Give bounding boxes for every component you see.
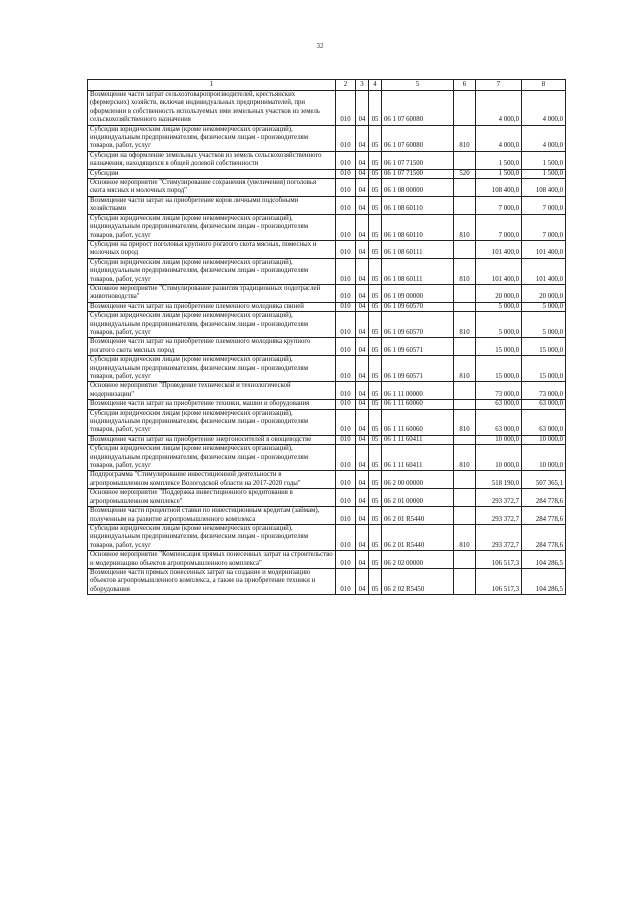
amount-year-2-cell: 15 000,0 bbox=[522, 356, 566, 382]
subsection-code-cell: 05 bbox=[369, 568, 382, 594]
amount-year-1-cell: 10 000,0 bbox=[476, 445, 522, 471]
ministry-code-cell: 010 bbox=[336, 356, 356, 382]
amount-year-2-cell: 284 778,6 bbox=[522, 507, 566, 525]
amount-year-2-cell: 1 500,0 bbox=[522, 169, 566, 178]
expense-type-cell bbox=[454, 196, 476, 214]
table-row bbox=[88, 551, 566, 569]
section-code-cell: 04 bbox=[356, 489, 369, 507]
column-header: 7 bbox=[476, 80, 522, 91]
subsection-code-cell: 05 bbox=[369, 338, 382, 356]
column-header: 6 bbox=[454, 80, 476, 91]
section-code-cell: 04 bbox=[356, 302, 369, 311]
section-code-cell: 04 bbox=[356, 196, 369, 214]
section-code-cell: 04 bbox=[356, 507, 369, 525]
amount-year-2-cell: 4 000,0 bbox=[522, 91, 566, 126]
section-code-cell: 04 bbox=[356, 435, 369, 444]
ministry-code-cell: 010 bbox=[336, 169, 356, 178]
table-row bbox=[88, 524, 566, 550]
column-header: 5 bbox=[382, 80, 454, 91]
section-code-cell: 04 bbox=[356, 445, 369, 471]
amount-year-2-cell: 7 000,0 bbox=[522, 196, 566, 214]
target-article-cell: 06 1 08 60110 bbox=[382, 196, 454, 214]
section-code-cell: 04 bbox=[356, 169, 369, 178]
subsection-code-cell: 05 bbox=[369, 179, 382, 197]
amount-year-1-cell: 73 000,0 bbox=[476, 382, 522, 400]
target-article-cell: 06 1 11 00000 bbox=[382, 382, 454, 400]
row-name-cell: Субсидии юридическим лицам (кроме некоммерческих организаций), индивидуальным предпринимателям, физическим лицам - производителям товаров, работ, услуг bbox=[88, 258, 336, 284]
target-article-cell: 06 1 09 60570 bbox=[382, 312, 454, 338]
subsection-code-cell: 05 bbox=[369, 125, 382, 151]
expense-type-cell: 810 bbox=[454, 125, 476, 151]
expense-type-cell: 520 bbox=[454, 169, 476, 178]
expense-type-cell bbox=[454, 240, 476, 258]
section-code-cell: 04 bbox=[356, 91, 369, 126]
amount-year-2-cell: 104 286,5 bbox=[522, 551, 566, 569]
expense-type-cell bbox=[454, 400, 476, 409]
subsection-code-cell: 05 bbox=[369, 551, 382, 569]
section-code-cell: 04 bbox=[356, 356, 369, 382]
amount-year-2-cell: 20 000,0 bbox=[522, 284, 566, 302]
row-name-cell: Возмещение части затрат на приобретение племенного молодняка крупного рогатого скота мясных пород bbox=[88, 338, 336, 356]
table-row bbox=[88, 91, 566, 126]
table-row bbox=[88, 284, 566, 302]
section-code-cell: 04 bbox=[356, 338, 369, 356]
amount-year-1-cell: 4 000,0 bbox=[476, 91, 522, 126]
table-row bbox=[88, 214, 566, 240]
table-row bbox=[88, 151, 566, 169]
table-row bbox=[88, 196, 566, 214]
expense-type-cell: 810 bbox=[454, 409, 476, 435]
expense-type-cell: 810 bbox=[454, 524, 476, 550]
expense-type-cell bbox=[454, 489, 476, 507]
amount-year-1-cell: 293 372,7 bbox=[476, 489, 522, 507]
amount-year-2-cell: 108 400,0 bbox=[522, 179, 566, 197]
target-article-cell: 06 2 01 R5440 bbox=[382, 524, 454, 550]
target-article-cell: 06 2 00 00000 bbox=[382, 471, 454, 489]
ministry-code-cell: 010 bbox=[336, 179, 356, 197]
target-article-cell: 06 1 08 60111 bbox=[382, 258, 454, 284]
expense-type-cell: 810 bbox=[454, 356, 476, 382]
table-row bbox=[88, 302, 566, 311]
amount-year-2-cell: 15 000,0 bbox=[522, 338, 566, 356]
target-article-cell: 06 1 07 60080 bbox=[382, 125, 454, 151]
row-name-cell: Возмещение части прямых понесенных затрат на создание и модернизацию объектов агропромышленного комплекса, а также на приобретение техники и оборудования bbox=[88, 568, 336, 594]
target-article-cell: 06 1 11 60411 bbox=[382, 445, 454, 471]
table-row bbox=[88, 312, 566, 338]
section-code-cell: 04 bbox=[356, 258, 369, 284]
subsection-code-cell: 05 bbox=[369, 445, 382, 471]
ministry-code-cell: 010 bbox=[336, 91, 356, 126]
row-name-cell: Основное мероприятие "Компенсация прямых понесенных затрат на строительство и модернизацию объектов агропромышленного комплекса" bbox=[88, 551, 336, 569]
amount-year-1-cell: 518 190,0 bbox=[476, 471, 522, 489]
subsection-code-cell: 05 bbox=[369, 435, 382, 444]
subsection-code-cell: 05 bbox=[369, 284, 382, 302]
amount-year-2-cell: 63 000,0 bbox=[522, 400, 566, 409]
table-row bbox=[88, 435, 566, 444]
target-article-cell: 06 1 09 00000 bbox=[382, 284, 454, 302]
subsection-code-cell: 05 bbox=[369, 312, 382, 338]
expense-type-cell bbox=[454, 551, 476, 569]
amount-year-1-cell: 15 000,0 bbox=[476, 356, 522, 382]
target-article-cell: 06 2 01 00000 bbox=[382, 489, 454, 507]
target-article-cell: 06 1 08 60111 bbox=[382, 240, 454, 258]
amount-year-2-cell: 5 000,0 bbox=[522, 302, 566, 311]
column-header: 2 bbox=[336, 80, 356, 91]
amount-year-1-cell: 106 517,3 bbox=[476, 568, 522, 594]
amount-year-2-cell: 101 400,0 bbox=[522, 240, 566, 258]
section-code-cell: 04 bbox=[356, 151, 369, 169]
target-article-cell: 06 1 09 60571 bbox=[382, 338, 454, 356]
amount-year-1-cell: 108 400,0 bbox=[476, 179, 522, 197]
row-name-cell: Субсидии юридическим лицам (кроме некоммерческих организаций), индивидуальным предпринимателям, физическим лицам - производителям товаров, работ, услуг bbox=[88, 409, 336, 435]
budget-table bbox=[87, 79, 566, 595]
subsection-code-cell: 05 bbox=[369, 151, 382, 169]
ministry-code-cell: 010 bbox=[336, 507, 356, 525]
row-name-cell: Возмещение части затрат на приобретение племенного молодняка свиней bbox=[88, 302, 336, 311]
target-article-cell: 06 1 08 60110 bbox=[382, 214, 454, 240]
row-name-cell: Подпрограмма "Стимулирование инвестиционной деятельности в агропромышленном комплексе Вологодской области на 2017-2020 годы" bbox=[88, 471, 336, 489]
expense-type-cell bbox=[454, 382, 476, 400]
expense-type-cell: 810 bbox=[454, 445, 476, 471]
subsection-code-cell: 05 bbox=[369, 169, 382, 178]
ministry-code-cell: 010 bbox=[336, 524, 356, 550]
expense-type-cell bbox=[454, 568, 476, 594]
section-code-cell: 04 bbox=[356, 568, 369, 594]
ministry-code-cell: 010 bbox=[336, 151, 356, 169]
target-article-cell: 06 2 02 00000 bbox=[382, 551, 454, 569]
section-code-cell: 04 bbox=[356, 312, 369, 338]
amount-year-1-cell: 106 517,3 bbox=[476, 551, 522, 569]
target-article-cell: 06 1 11 60060 bbox=[382, 400, 454, 409]
row-name-cell: Основное мероприятие "Поддержка инвестиционного кредитования в агропромышленном комплексе" bbox=[88, 489, 336, 507]
row-name-cell: Субсидии на оформление земельных участков из земель сельскохозяйственного назначения, находящихся в общей долевой собственности bbox=[88, 151, 336, 169]
amount-year-1-cell: 5 000,0 bbox=[476, 302, 522, 311]
row-name-cell: Возмещение части процентной ставки по инвестиционным кредитам (займам), полученным на развитие агропромышленного комплекса bbox=[88, 507, 336, 525]
ministry-code-cell: 010 bbox=[336, 338, 356, 356]
amount-year-2-cell: 5 000,0 bbox=[522, 312, 566, 338]
target-article-cell: 06 1 11 60411 bbox=[382, 435, 454, 444]
ministry-code-cell: 010 bbox=[336, 471, 356, 489]
target-article-cell: 06 1 07 60080 bbox=[382, 91, 454, 126]
section-code-cell: 04 bbox=[356, 471, 369, 489]
ministry-code-cell: 010 bbox=[336, 258, 356, 284]
amount-year-2-cell: 507 365,1 bbox=[522, 471, 566, 489]
section-code-cell: 04 bbox=[356, 284, 369, 302]
amount-year-2-cell: 101 400,0 bbox=[522, 258, 566, 284]
expense-type-cell: 810 bbox=[454, 258, 476, 284]
row-name-cell: Субсидии юридическим лицам (кроме некоммерческих организаций), индивидуальным предпринимателям, физическим лицам - производителям товаров, работ, услуг bbox=[88, 356, 336, 382]
table-row bbox=[88, 489, 566, 507]
ministry-code-cell: 010 bbox=[336, 284, 356, 302]
section-code-cell: 04 bbox=[356, 382, 369, 400]
subsection-code-cell: 05 bbox=[369, 240, 382, 258]
table-row bbox=[88, 258, 566, 284]
subsection-code-cell: 05 bbox=[369, 524, 382, 550]
table-row bbox=[88, 409, 566, 435]
ministry-code-cell: 010 bbox=[336, 312, 356, 338]
row-name-cell: Основное мероприятие "Стимулирование развития традиционных подотраслей животноводства" bbox=[88, 284, 336, 302]
expense-type-cell bbox=[454, 302, 476, 311]
ministry-code-cell: 010 bbox=[336, 445, 356, 471]
table-row bbox=[88, 445, 566, 471]
ministry-code-cell: 010 bbox=[336, 382, 356, 400]
table-row bbox=[88, 356, 566, 382]
target-article-cell: 06 1 07 71500 bbox=[382, 169, 454, 178]
amount-year-1-cell: 4 000,0 bbox=[476, 125, 522, 151]
row-name-cell: Субсидии юридическим лицам (кроме некоммерческих организаций), индивидуальным предпринимателям, физическим лицам - производителям товаров, работ, услуг bbox=[88, 125, 336, 151]
amount-year-2-cell: 104 286,5 bbox=[522, 568, 566, 594]
ministry-code-cell: 010 bbox=[336, 409, 356, 435]
table-body bbox=[88, 91, 566, 595]
section-code-cell: 04 bbox=[356, 240, 369, 258]
expense-type-cell bbox=[454, 435, 476, 444]
amount-year-2-cell: 4 000,0 bbox=[522, 125, 566, 151]
target-article-cell: 06 1 09 60571 bbox=[382, 356, 454, 382]
subsection-code-cell: 05 bbox=[369, 196, 382, 214]
amount-year-1-cell: 101 400,0 bbox=[476, 258, 522, 284]
row-name-cell: Субсидии на прирост поголовья крупного рогатого скота мясных, помесных и молочных пород bbox=[88, 240, 336, 258]
amount-year-2-cell: 73 000,0 bbox=[522, 382, 566, 400]
section-code-cell: 04 bbox=[356, 524, 369, 550]
amount-year-1-cell: 63 000,0 bbox=[476, 400, 522, 409]
table-row bbox=[88, 471, 566, 489]
row-name-cell: Основное мероприятие "Проведение технической и технологической модернизации" bbox=[88, 382, 336, 400]
expense-type-cell: 810 bbox=[454, 214, 476, 240]
amount-year-2-cell: 284 778,6 bbox=[522, 489, 566, 507]
table-row bbox=[88, 507, 566, 525]
expense-type-cell bbox=[454, 471, 476, 489]
ministry-code-cell: 010 bbox=[336, 489, 356, 507]
ministry-code-cell: 010 bbox=[336, 551, 356, 569]
section-code-cell: 04 bbox=[356, 409, 369, 435]
table-row bbox=[88, 125, 566, 151]
amount-year-1-cell: 5 000,0 bbox=[476, 312, 522, 338]
amount-year-2-cell: 10 000,0 bbox=[522, 435, 566, 444]
section-code-cell: 04 bbox=[356, 125, 369, 151]
section-code-cell: 04 bbox=[356, 400, 369, 409]
amount-year-2-cell: 7 000,0 bbox=[522, 214, 566, 240]
ministry-code-cell: 010 bbox=[336, 240, 356, 258]
amount-year-2-cell: 284 778,6 bbox=[522, 524, 566, 550]
expense-type-cell bbox=[454, 91, 476, 126]
column-header: 3 bbox=[356, 80, 369, 91]
subsection-code-cell: 05 bbox=[369, 382, 382, 400]
amount-year-2-cell: 63 000,0 bbox=[522, 409, 566, 435]
page-number: 32 bbox=[316, 42, 324, 50]
subsection-code-cell: 05 bbox=[369, 91, 382, 126]
table-row bbox=[88, 568, 566, 594]
target-article-cell: 06 2 01 R5440 bbox=[382, 507, 454, 525]
row-name-cell: Возмещение части затрат на приобретение коров личными подсобными хозяйствами bbox=[88, 196, 336, 214]
expense-type-cell: 810 bbox=[454, 312, 476, 338]
subsection-code-cell: 05 bbox=[369, 507, 382, 525]
row-name-cell: Субсидии юридическим лицам (кроме некоммерческих организаций), индивидуальным предпринимателям, физическим лицам - производителям товаров, работ, услуг bbox=[88, 445, 336, 471]
amount-year-1-cell: 63 000,0 bbox=[476, 409, 522, 435]
ministry-code-cell: 010 bbox=[336, 568, 356, 594]
amount-year-1-cell: 293 372,7 bbox=[476, 507, 522, 525]
row-name-cell: Субсидии юридическим лицам (кроме некоммерческих организаций), индивидуальным предпринимателям, физическим лицам - производителям товаров, работ, услуг bbox=[88, 312, 336, 338]
table-row bbox=[88, 338, 566, 356]
expense-type-cell bbox=[454, 507, 476, 525]
subsection-code-cell: 05 bbox=[369, 400, 382, 409]
amount-year-1-cell: 10 000,0 bbox=[476, 435, 522, 444]
subsection-code-cell: 05 bbox=[369, 214, 382, 240]
table-row bbox=[88, 179, 566, 197]
table-row bbox=[88, 169, 566, 178]
expense-type-cell bbox=[454, 179, 476, 197]
amount-year-1-cell: 1 500,0 bbox=[476, 151, 522, 169]
target-article-cell: 06 1 09 60570 bbox=[382, 302, 454, 311]
expense-type-cell bbox=[454, 284, 476, 302]
row-name-cell: Субсидии bbox=[88, 169, 336, 178]
row-name-cell: Возмещение части затрат на приобретение энергоносителей в овощеводстве bbox=[88, 435, 336, 444]
amount-year-1-cell: 15 000,0 bbox=[476, 338, 522, 356]
section-code-cell: 04 bbox=[356, 214, 369, 240]
column-header: 4 bbox=[369, 80, 382, 91]
ministry-code-cell: 010 bbox=[336, 400, 356, 409]
row-name-cell: Субсидии юридическим лицам (кроме некоммерческих организаций), индивидуальным предпринимателям, физическим лицам - производителям товаров, работ, услуг bbox=[88, 214, 336, 240]
table-row bbox=[88, 400, 566, 409]
amount-year-1-cell: 7 000,0 bbox=[476, 196, 522, 214]
amount-year-1-cell: 293 372,7 bbox=[476, 524, 522, 550]
subsection-code-cell: 05 bbox=[369, 302, 382, 311]
ministry-code-cell: 010 bbox=[336, 125, 356, 151]
column-header: 1 bbox=[88, 80, 336, 91]
ministry-code-cell: 010 bbox=[336, 196, 356, 214]
row-name-cell: Субсидии юридическим лицам (кроме некоммерческих организаций), индивидуальным предпринимателям, физическим лицам - производителям товаров, работ, услуг bbox=[88, 524, 336, 550]
target-article-cell: 06 2 02 R5450 bbox=[382, 568, 454, 594]
section-code-cell: 04 bbox=[356, 551, 369, 569]
expense-type-cell bbox=[454, 338, 476, 356]
target-article-cell: 06 1 11 60060 bbox=[382, 409, 454, 435]
amount-year-1-cell: 20 000,0 bbox=[476, 284, 522, 302]
amount-year-1-cell: 1 500,0 bbox=[476, 169, 522, 178]
table-row bbox=[88, 240, 566, 258]
subsection-code-cell: 05 bbox=[369, 471, 382, 489]
ministry-code-cell: 010 bbox=[336, 302, 356, 311]
table-row bbox=[88, 382, 566, 400]
ministry-code-cell: 010 bbox=[336, 214, 356, 240]
column-header: 8 bbox=[522, 80, 566, 91]
amount-year-1-cell: 101 400,0 bbox=[476, 240, 522, 258]
subsection-code-cell: 05 bbox=[369, 489, 382, 507]
amount-year-2-cell: 10 000,0 bbox=[522, 445, 566, 471]
section-code-cell: 04 bbox=[356, 179, 369, 197]
table-header-row bbox=[88, 80, 566, 91]
subsection-code-cell: 05 bbox=[369, 258, 382, 284]
amount-year-1-cell: 7 000,0 bbox=[476, 214, 522, 240]
target-article-cell: 06 1 08 00000 bbox=[382, 179, 454, 197]
subsection-code-cell: 05 bbox=[369, 409, 382, 435]
row-name-cell: Возмещение части затрат на приобретение техники, машин и оборудования bbox=[88, 400, 336, 409]
row-name-cell: Возмещение части затрат сельхозтоваропроизводителей, крестьянских (фермерских) хозяйств, включая индивидуальных предпринимателей, при оформлении в собственность используемых ими земельных участков из земель сельскохозяйственного назначения bbox=[88, 91, 336, 126]
ministry-code-cell: 010 bbox=[336, 435, 356, 444]
expense-type-cell bbox=[454, 151, 476, 169]
target-article-cell: 06 1 07 71500 bbox=[382, 151, 454, 169]
amount-year-2-cell: 1 500,0 bbox=[522, 151, 566, 169]
row-name-cell: Основное мероприятие "Стимулирование сохранения (увеличения) поголовья скота мясных и молочных пород" bbox=[88, 179, 336, 197]
subsection-code-cell: 05 bbox=[369, 356, 382, 382]
